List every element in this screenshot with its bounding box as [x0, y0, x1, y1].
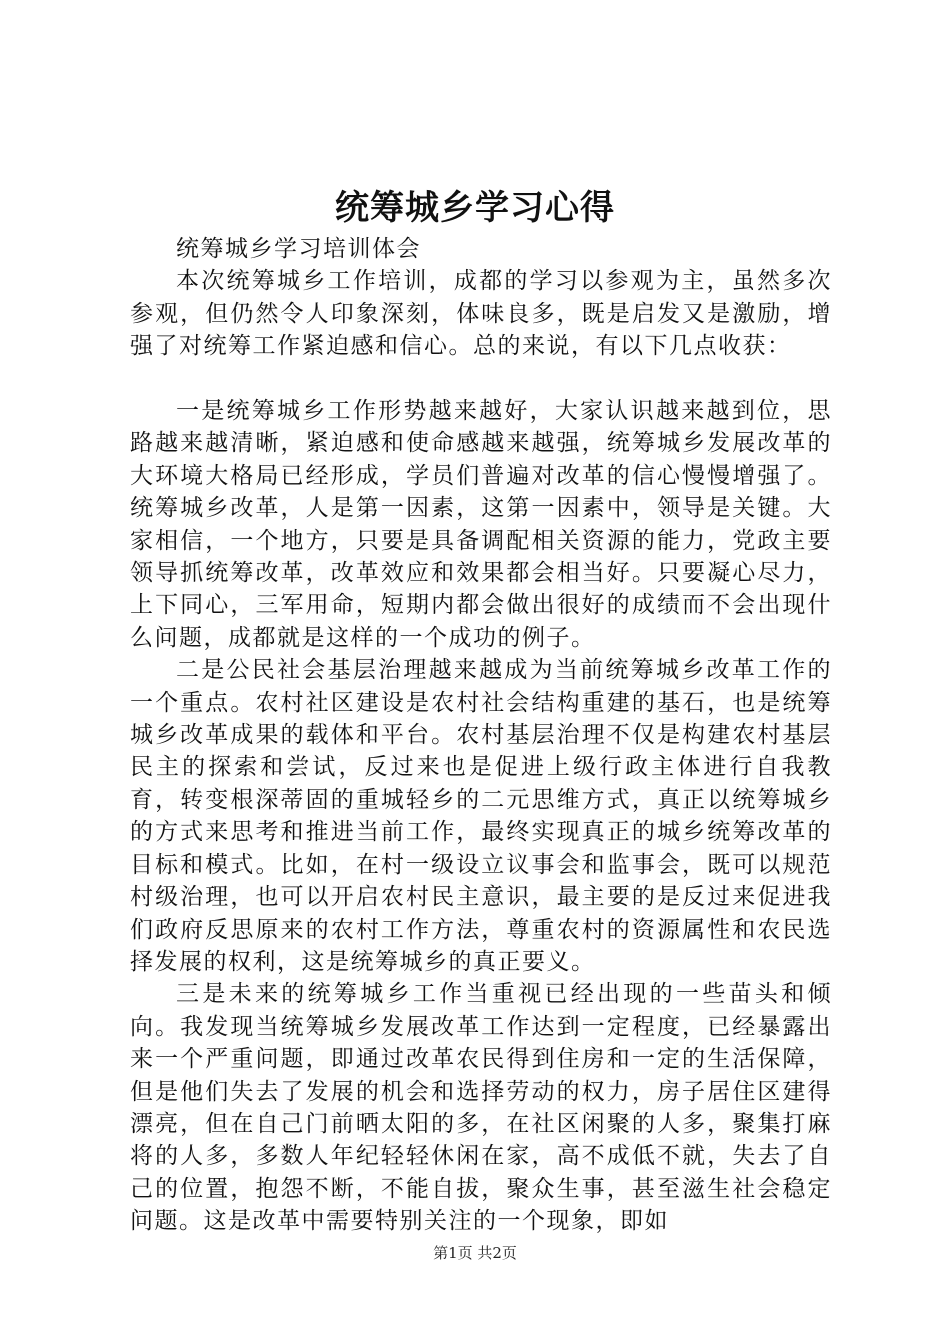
- paragraph-gap: [130, 363, 832, 395]
- document-subtitle: 统筹城乡学习培训体会: [176, 236, 421, 262]
- paragraph-intro: 本次统筹城乡工作培训，成都的学习以参观为主，虽然多次参观，但仍然令人印象深刻，体味良多，既是启发又是激励，增强了对统筹工作紧迫感和信心。总的来说，有以下几点收获：: [130, 268, 832, 360]
- paragraph-point-one: 一是统筹城乡工作形势越来越好，大家认识越来越到位，思路越来越清晰，紧迫感和使命感越来越强，统筹城乡发展改革的大环境大格局已经形成，学员们普遍对改革的信心慢慢增强了。统筹城乡改革，人是第一因素，这第一因素中，领导是关键。大家相信，一个地方，只要是具备调配相关资源的能力，党政主要领导抓统筹改革，改革效应和效果都会相当好。只要凝心尽力，上下同心，三军用命，短期内都会做出很好的成绩而不会出现什么问题，成都就是这样的一个成功的例子。: [130, 398, 832, 651]
- document-title: 统筹城乡学习心得: [335, 188, 615, 228]
- page-number-footer: 第1页 共2页: [433, 1244, 517, 1262]
- document-body: [130, 233, 832, 1238]
- paragraph-point-two: 二是公民社会基层治理越来越成为当前统筹城乡改革工作的一个重点。农村社区建设是农村社会结构重建的基石，也是统筹城乡改革成果的载体和平台。农村基层治理不仅是构建农村基层民主的探索和尝试，反过来也是促进上级行政主体进行自我教育，转变根深蒂固的重城轻乡的二元思维方式，真正以统筹城乡的方式来思考和推进当前工作，最终实现真正的城乡统筹改革的目标和模式。比如，在村一级设立议事会和监事会，既可以规范村级治理，也可以开启农村民主意识，最主要的是反过来促进我们政府反思原来的农村工作方法，尊重农村的资源属性和农民选择发展的权利，这是统筹城乡的真正要义。: [130, 657, 832, 975]
- paragraph-point-three: 三是未来的统筹城乡工作当重视已经出现的一些苗头和倾向。我发现当统筹城乡发展改革工作达到一定程度，已经暴露出来一个严重问题，即通过改革农民得到住房和一定的生活保障，但是他们失去了发展的机会和选择劳动的权力，房子居住区建得漂亮，但在自己门前晒太阳的多，在社区闲聚的人多，聚集打麻将的人多，多数人年纪轻轻休闲在家，高不成低不就，失去了自己的位置，抱怨不断，不能自拔，聚众生事，甚至滋生社会稳定问题。这是改革中需要特别关注的一个现象，即如: [130, 981, 832, 1235]
